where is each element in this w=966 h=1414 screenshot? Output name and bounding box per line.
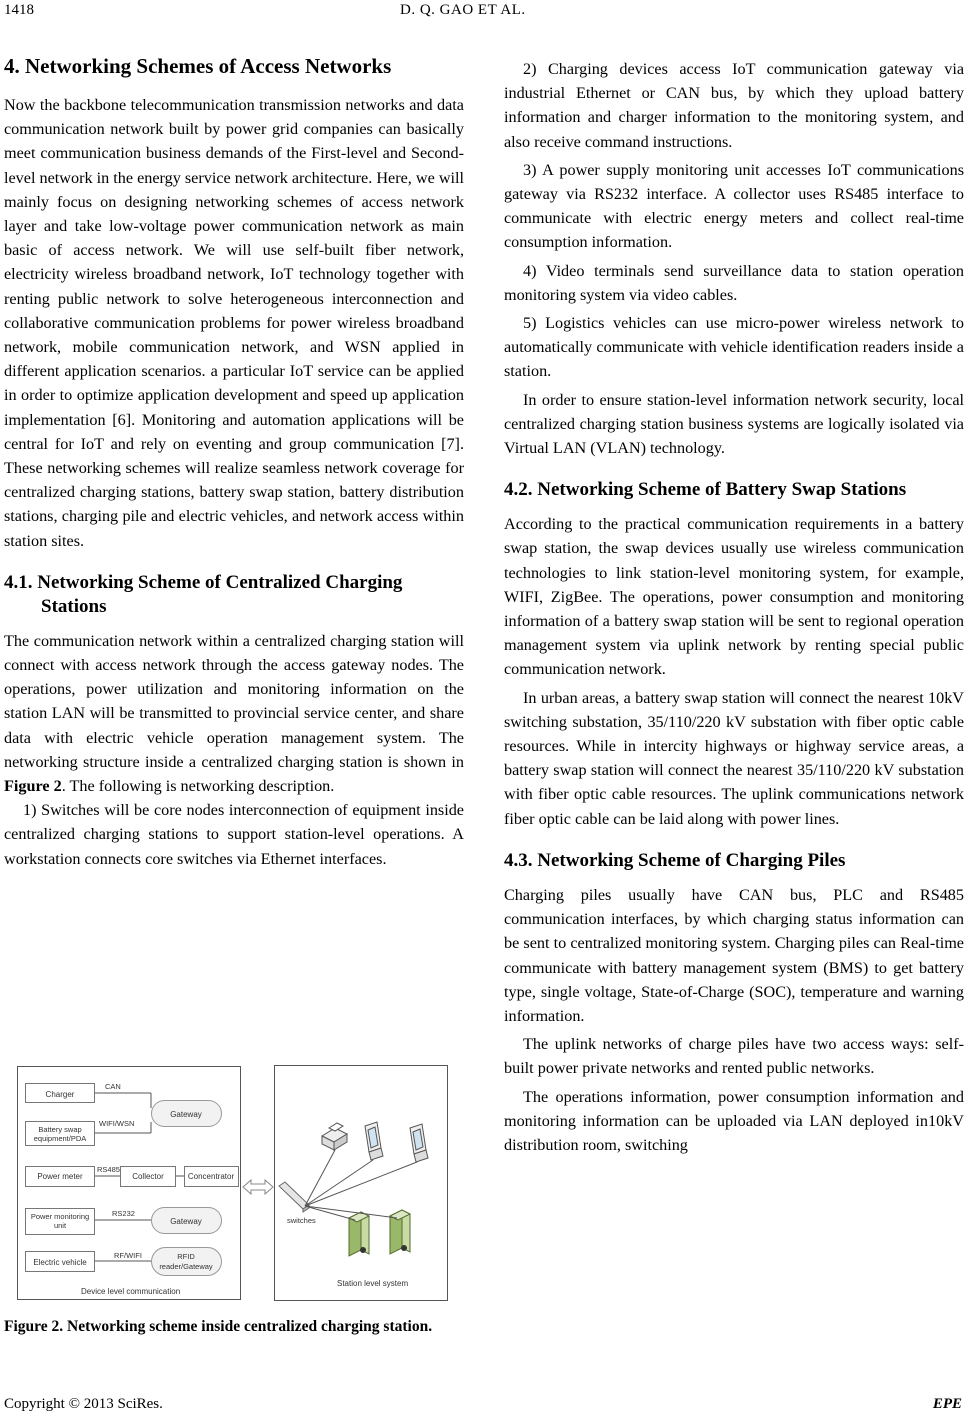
svg-text:Gateway: Gateway [170,1217,202,1226]
list-item-5: 5) Logistics vehicles can use micro-power wireless network to automatically communicate with vehicle identification readers inside a station. [504,314,964,381]
network-diagram [17,1060,452,1305]
concentrator-box [185,1167,239,1187]
gateway-mid-box [152,1208,222,1234]
server-icon [390,1210,410,1254]
svg-text:Concentrator: Concentrator [187,1172,235,1181]
svg-text:Power meter: Power meter [37,1172,83,1181]
electric-vehicle-box [26,1252,95,1272]
link-rs485: RS485 [97,1165,120,1174]
subsection-4-3-title: 4.3. Networking Scheme of Charging Piles [504,849,846,871]
svg-text:unit: unit [53,1221,67,1230]
page-number: 1418 [4,2,34,18]
rfid-gateway-box [152,1248,222,1276]
subsection-4-1-title: 4.1. Networking Scheme of Centralized Charging Stations [4,571,403,617]
svg-text:RFID: RFID [177,1252,195,1261]
list-item-2: 2) Charging devices access IoT communication gateway via industrial Ethernet or CAN bus, by which they upload battery information and charger information to the monitoring system, and also receive command instructions. [504,60,964,151]
battery-swap-box [26,1122,95,1146]
switches-label: switches [287,1216,316,1225]
svg-text:reader/Gateway: reader/Gateway [159,1262,213,1271]
section-paragraph: Now the backbone telecommunication transmission networks and data communication network built by power grid companies can basically meet communication business demands of the First-level and Second-level network in the energy service network architecture. Here, we will mainly focus on designing networking schemes of access network layer and take low-voltage power communication network as main basic of access network. We will use self-built fiber network, electricity wireless broadband network, IoT technology together with renting public network to solve heterogeneous interconnection and collaborative communication problems for power wireless broadband network, mobile communication network, and WSN applied in different application scenarios. a particular IoT service can be applied in order to optimize application development and speed up application implementation [6]. Monitoring and automation applications will be central for IoT and rely on eventing and group communication [7]. These networking schemes will realize seamless network coverage for centralized charging stations, battery swap station, battery distribution stations, charging pile and electric vehicles, and network access within station sites. [4,96,464,550]
figure-caption: Figure 2. Networking scheme inside centralized charging station. [4,1318,433,1335]
svg-text:Battery swap: Battery swap [38,1125,82,1134]
vlan-paragraph: In order to ensure station-level information network security, local centralized charging station business systems are logically isolated via Virtual LAN (VLAN) technology. [504,390,964,458]
collector-box [121,1167,176,1187]
station-panel [275,1066,448,1301]
list-item-3: 3) A power supply monitoring unit accesses IoT communications gateway via RS232 interface. A collector uses RS485 interface to communicate with electric energy meters and collect real-time consumption information. [504,160,964,252]
subsection-4-3-paragraph-3: The operations information, power consumption information and monitoring information can be uploaded via LAN deployed in10kV distribution room, switching [504,1087,964,1154]
list-item-4: 4) Video terminals send surveillance data to station operation monitoring system via video cables. [504,261,964,304]
journal-name: EPE [932,1396,962,1412]
station-panel-title: Station level system [337,1279,409,1288]
subsection-4-1-paragraph: The communication network within a centralized charging station will connect with access network through the access gateway nodes. The operations, power utilization and monitoring information on the station LAN will be transmitted to provincial service center, and share data with electric vehicle operation management system. The networking structure inside a centralized charging station is shown in Figure 2. The following is networking description. [4,631,464,796]
charger-label: Charger [45,1090,75,1099]
link-wifi-wsn: WIFI/WSN [99,1119,135,1128]
running-title: D. Q. GAO ET AL. [400,2,526,18]
power-monitoring-box [26,1209,95,1235]
link-rs232: RS232 [112,1209,135,1218]
subsection-4-2-paragraph-2: In urban areas, a battery swap station will connect the nearest 10kV switching substation, 35/110/220 kV substation with fiber optic cable resources. While in intercity highways or highway service areas, a battery swap station will connect the nearest 35/110/220 kV substation with fiber optic cable resources. The uplink communications network fiber optic cable can be laid along with power lines. [504,688,964,828]
right-column [504,57,964,1157]
gateway-top-box [152,1101,222,1127]
svg-text:Electric vehicle: Electric vehicle [33,1258,87,1267]
link-can: CAN [105,1082,121,1091]
svg-text:Collector: Collector [132,1172,164,1181]
device-panel-title: Device level communication [81,1287,181,1296]
figure-reference: Figure 2 [4,777,62,796]
subsection-4-2-paragraph-1: According to the practical communication requirements in a battery swap station, the swap devices usually use wireless communication technologies to link station-level monitoring system, for example, WIFI, ZigBee. The operations, power consumption and monitoring information of a battery swap station will be sent to regional operation management system via uplink network by renting special public communication network. [504,515,964,679]
copyright-notice: Copyright © 2013 SciRes. [4,1396,163,1412]
section-title: 4. Networking Schemes of Access Networks [4,54,392,78]
subsection-4-2-title: 4.2. Networking Scheme of Battery Swap Stations [504,479,907,501]
svg-text:Power monitoring: Power monitoring [30,1212,90,1221]
subsection-4-3-paragraph-1: Charging piles usually have CAN bus, PLC and RS485 communication interfaces, by which charging status information can be sent to centralized monitoring system. Charging piles can Real-time communicate with battery management system (BMS) to get battery type, single voltage, State-of-Charge (SOC), temperature and warning information. [504,885,964,1025]
subsection-4-3-paragraph-2: The uplink networks of charge piles have two access ways: self-built power private networks and rented public networks. [504,1035,964,1078]
svg-text:equipment/PDA: equipment/PDA [33,1134,87,1143]
server-icon [349,1212,369,1256]
figure-2 [17,1060,452,1305]
bidirectional-arrow-icon [243,1180,273,1194]
charger-box [26,1084,95,1103]
link-rf-wifi: RF/WIFI [114,1251,142,1260]
svg-text:Gateway: Gateway [170,1110,202,1119]
left-column [4,54,464,871]
list-item-1: 1) Switches will be core nodes interconnection of equipment inside centralized charging stations to support station-level operations. A workstation connects core switches via Ethernet interfaces. [4,801,464,868]
power-meter-box [26,1167,95,1187]
